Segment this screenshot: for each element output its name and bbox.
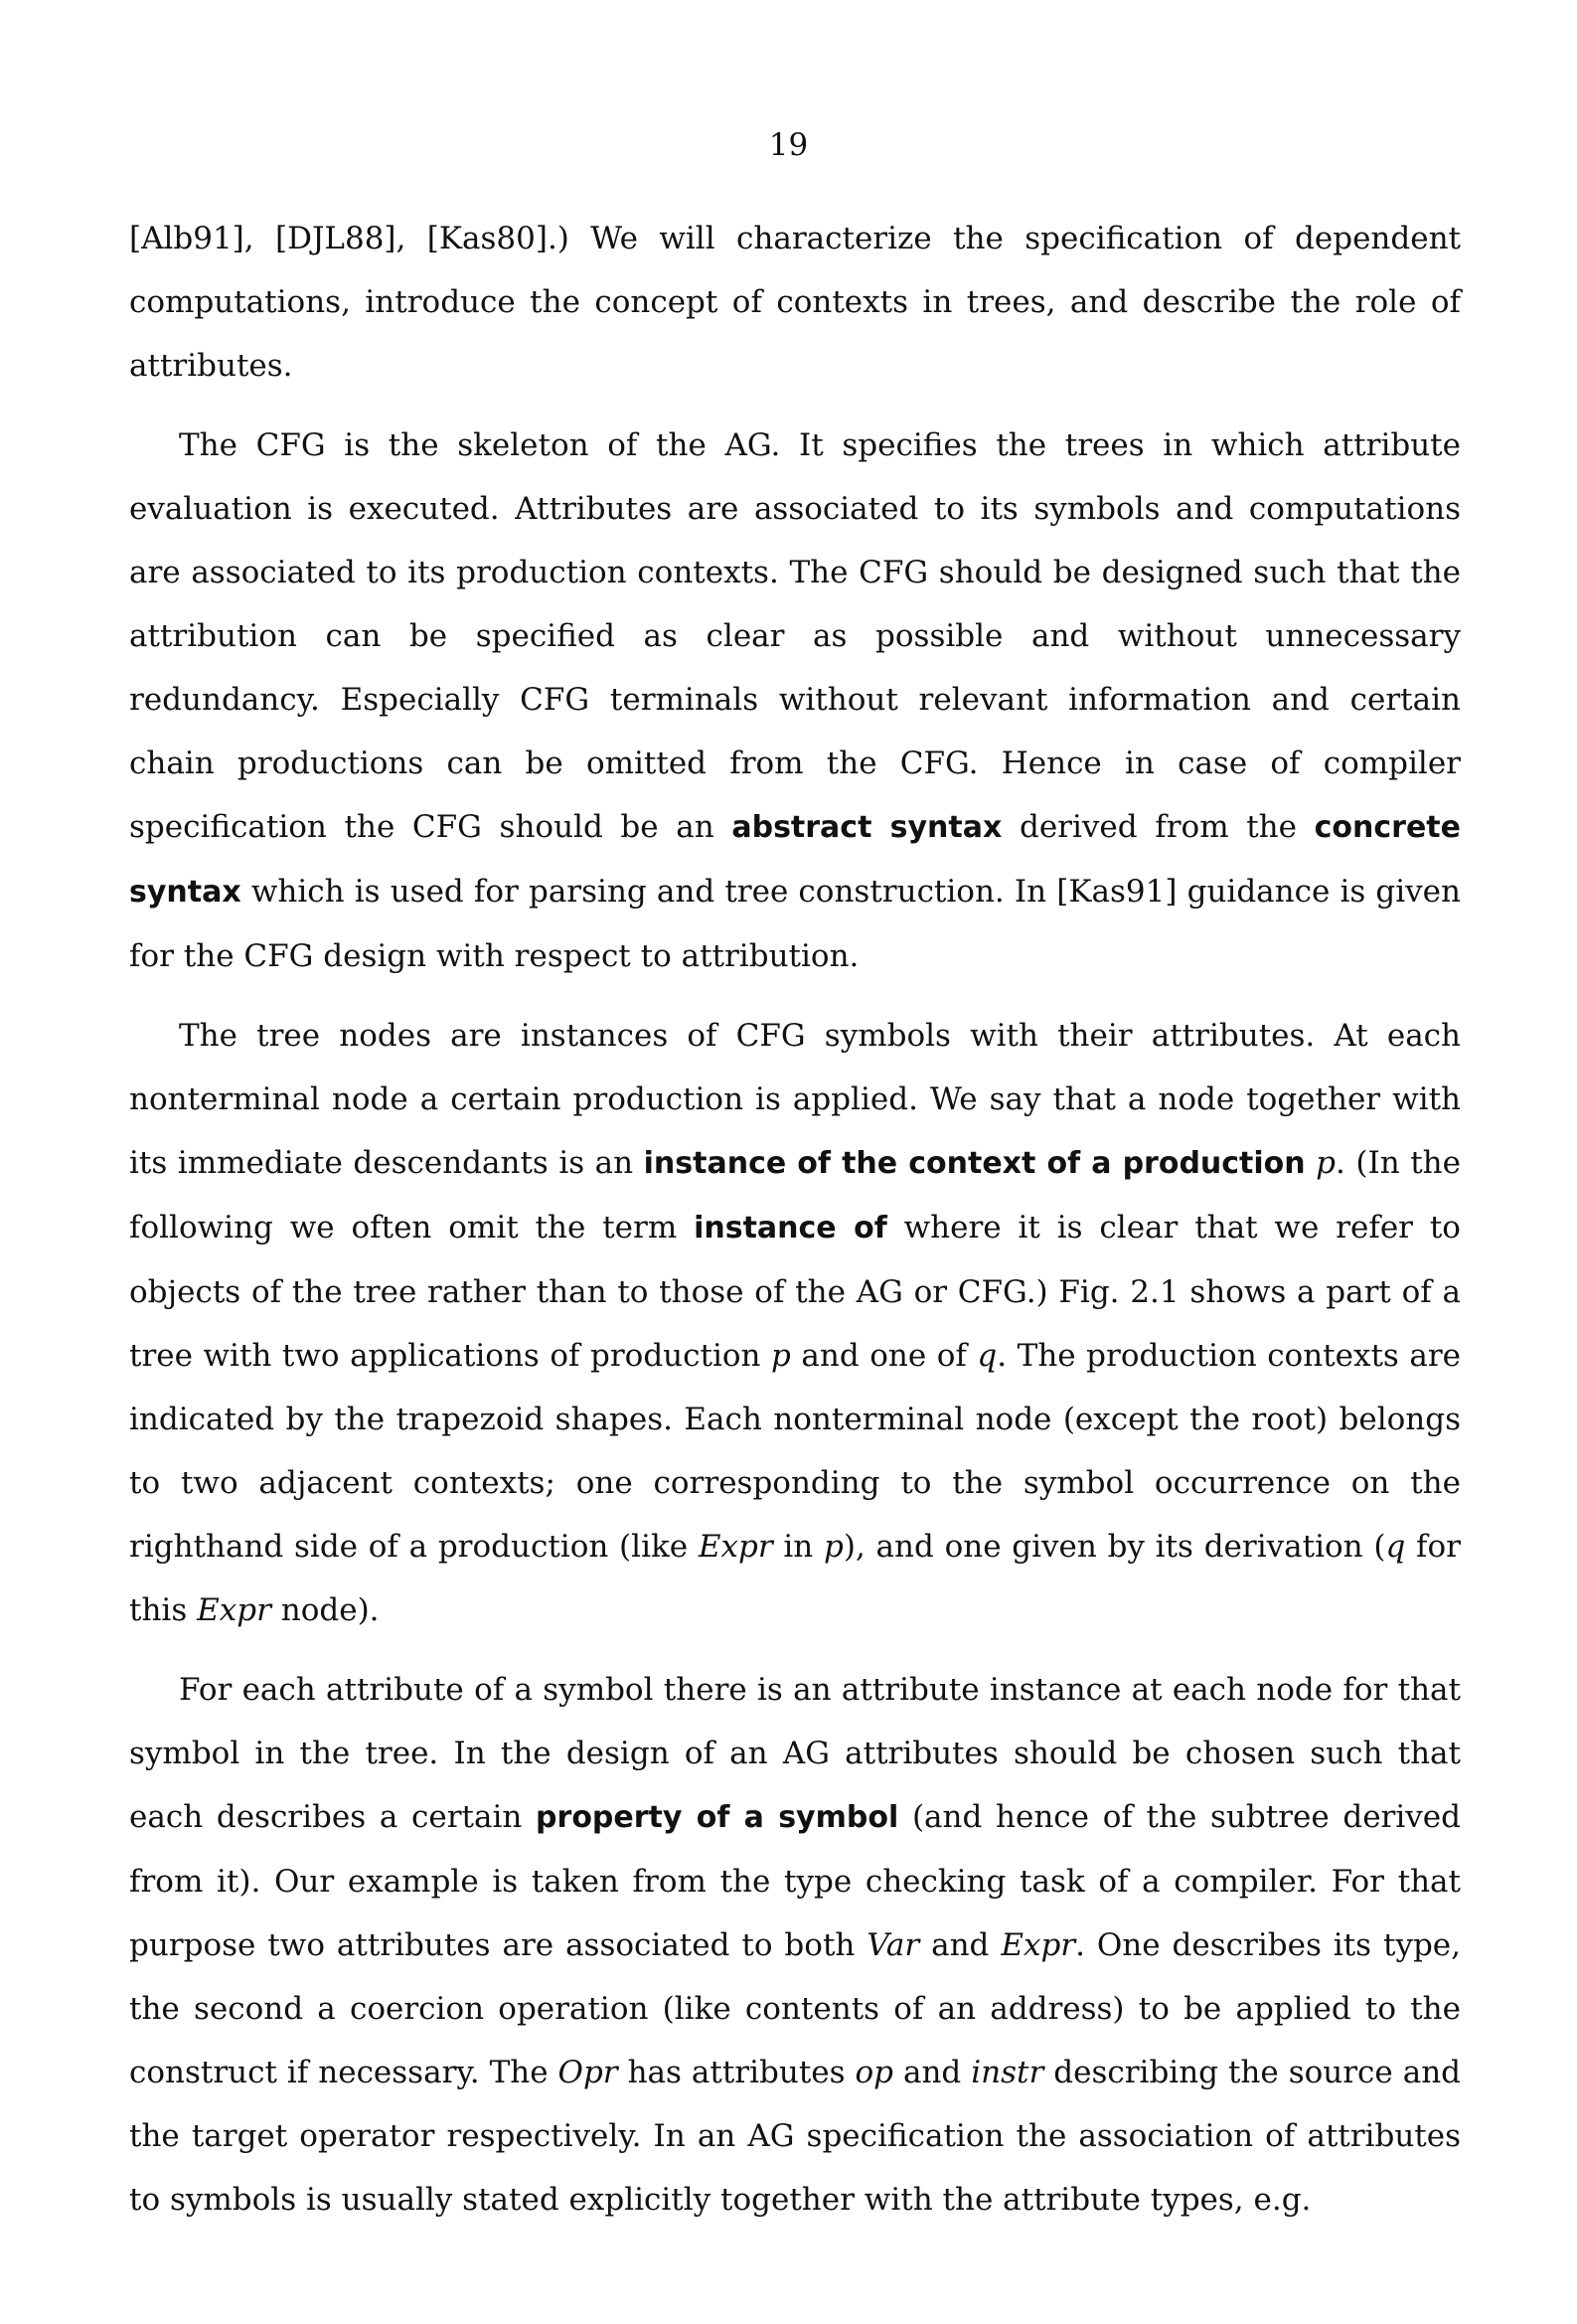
paragraph-2	[129, 414, 1461, 988]
text-run: . The production contexts are indicated by the trapezoid shapes. Each nonterminal node (except the root) belongs to two adjacent contexts; one corresponding to the symbol occurrence on the righthand side of a production (like	[129, 1338, 1462, 1565]
text-run: for this	[129, 1529, 1462, 1628]
italic-term: Var	[867, 1927, 920, 1963]
bold-term: instance of	[694, 1211, 887, 1245]
italic-term: Expr	[1001, 1927, 1076, 1963]
italic-term: Opr	[557, 2055, 618, 2090]
paragraph-3	[129, 1004, 1461, 1642]
italic-term: p	[1316, 1145, 1337, 1181]
body-text	[129, 207, 1461, 2247]
italic-term: p	[771, 1338, 791, 1374]
text-run: derived from the	[1002, 809, 1315, 845]
text-run: and	[893, 2055, 972, 2090]
text-run: which is used for parsing and tree construction. In [Kas91] guidance is given for the CFG design with respect to attribution.	[129, 874, 1461, 974]
text-run: in	[772, 1529, 824, 1565]
text-run: has attributes	[617, 2055, 856, 2090]
bold-term: concrete syntax	[129, 810, 1461, 910]
italic-term: instr	[971, 2055, 1044, 2090]
text-run: where it is clear that we refer to objects of the tree rather than to those of the AG or CFG.) Fig. 2.1 shows a part of a tree with two applications of production	[129, 1210, 1461, 1374]
text-run: describing the source and the target operator respectively. In an AG specification the association of attributes to symbols is usually stated explicitly together with the attribute types, e.g.	[129, 2055, 1461, 2218]
bold-term: property of a symbol	[536, 1800, 899, 1835]
text-run: and one of	[790, 1338, 978, 1374]
page-number: 19	[768, 127, 809, 163]
text-run: The tree nodes are instances of CFG symbols with their attributes. At each nonterminal node a certain production is applied. We say that a node together with its immediate descendants is an	[129, 1018, 1461, 1181]
italic-term: p	[824, 1529, 844, 1565]
bold-term: instance of the context of a production	[643, 1146, 1306, 1181]
text-run: For each attribute of a symbol there is an attribute instance at each node for that symbol in the tree. In the design of an AG attributes should be chosen such that each describes a certain	[129, 1672, 1461, 1835]
italic-term: Expr	[197, 1592, 271, 1628]
text-run: . (In the following we often omit the term	[129, 1145, 1461, 1245]
text-run: and	[919, 1927, 1002, 1963]
italic-term: q	[1385, 1529, 1406, 1565]
text-run: (and hence of the subtree derived from it). Our example is taken from the type checking task of a compiler. For that purpose two attributes are associated to both	[129, 1799, 1461, 1963]
italic-term: op	[855, 2055, 894, 2090]
text-run	[1306, 1145, 1317, 1181]
italic-term: q	[977, 1338, 998, 1374]
text-run: [Alb91], [DJL88], [Kas80].) We will characterize the specification of dependent computations, introduce the concept of contexts in trees, and describe the role of attributes.	[129, 221, 1461, 384]
text-run: The CFG is the skeleton of the AG. It specifies the trees in which attribute evaluation is executed. Attributes are associated to its symbols and computations are associated to its production contexts. The CFG should be designed such that the attribution can be specified as clear as possible and without unnecessary redundancy. Especially CFG terminals without relevant information and certain chain productions can be omitted from the CFG. Hence in case of compiler specification the CFG should be an	[129, 427, 1461, 845]
bold-term: abstract syntax	[731, 810, 1003, 845]
text-run: . One describes its type, the second a coercion operation (like contents of an address) to be applied to the construct if necessary. The	[129, 1927, 1462, 2090]
text-run: ), and one given by its derivation (	[843, 1529, 1386, 1565]
italic-term: Expr	[698, 1529, 773, 1565]
paragraph-4	[129, 1658, 1461, 2232]
text-run: node).	[270, 1592, 380, 1628]
paragraph-1	[129, 207, 1461, 398]
